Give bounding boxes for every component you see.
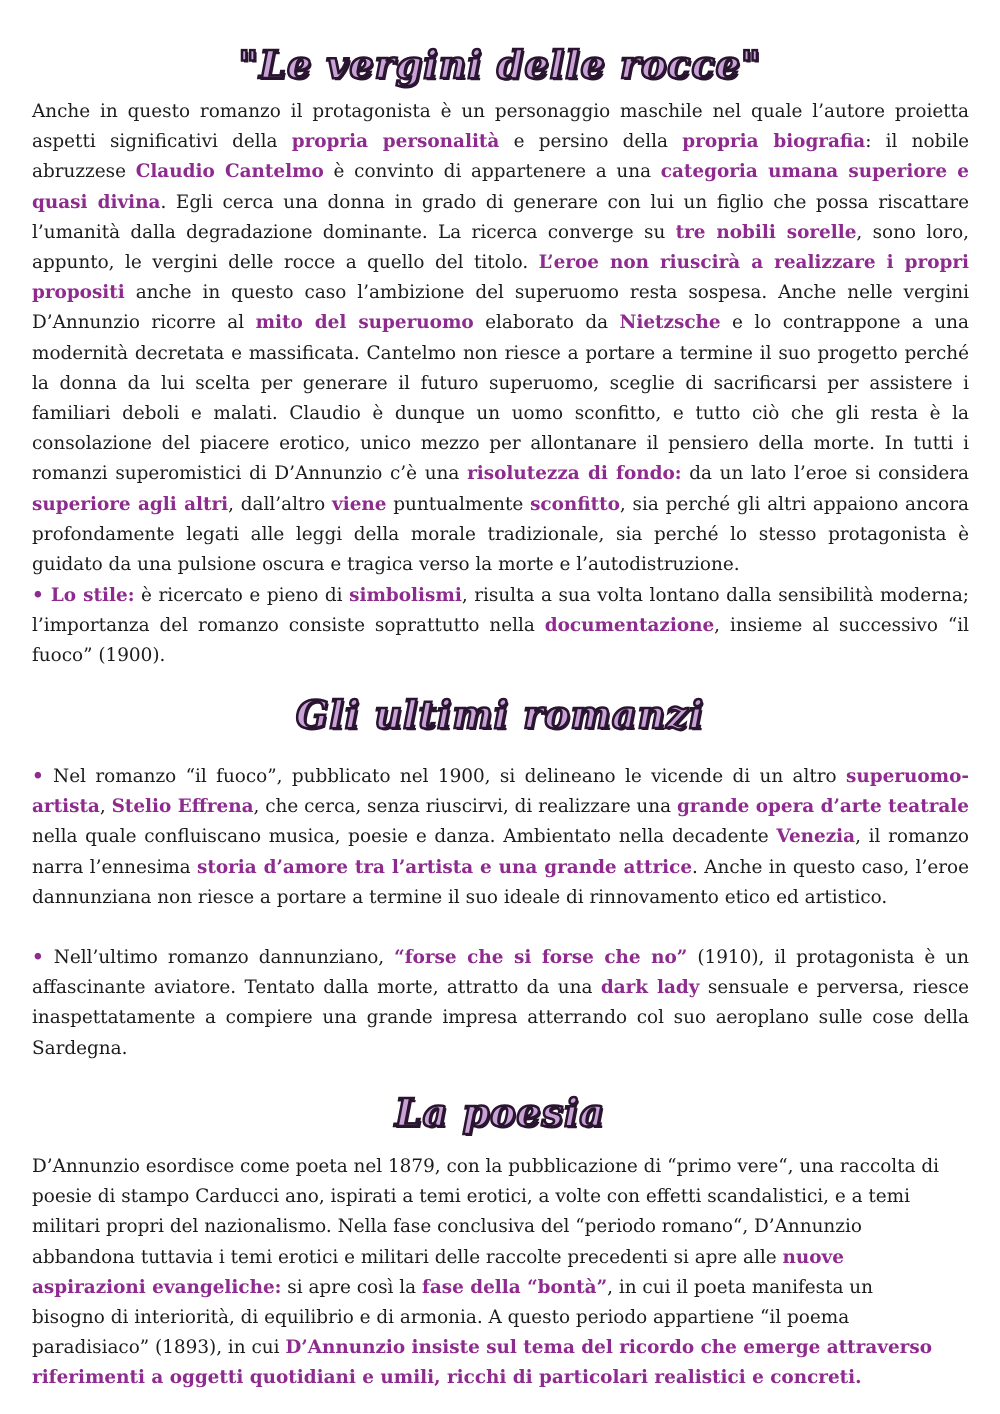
body-text: elaborato da bbox=[473, 312, 620, 334]
highlighted-text: dark lady bbox=[600, 977, 700, 999]
body-text: , insieme al successivo “il fuoco” (1900). bbox=[32, 615, 969, 667]
body-text: (1910), il protagonista è un affascinante aviatore. Tentato dalla morte, attratto da una bbox=[32, 947, 969, 999]
highlighted-text: risolutezza di fondo: bbox=[467, 463, 682, 485]
body-text: , bbox=[99, 796, 112, 818]
highlighted-text: propria biografia bbox=[682, 131, 866, 153]
highlighted-text: Nietzsche bbox=[619, 312, 721, 334]
paragraph-vergini bbox=[32, 97, 969, 580]
highlighted-text: Stelio Effrena bbox=[111, 796, 254, 818]
highlighted-text: Claudio Cantelmo bbox=[135, 161, 324, 183]
highlighted-text: “forse che si forse che no” bbox=[394, 947, 688, 968]
paragraph-stile bbox=[32, 581, 969, 672]
body-text: si apre così la bbox=[281, 1276, 422, 1298]
highlighted-text: fase della “bontà” bbox=[421, 1276, 608, 1298]
bullet-point: • bbox=[32, 947, 44, 968]
highlighted-text: documentazione bbox=[544, 615, 715, 637]
body-text: anche in questo caso l’ambizione del superuomo resta sospesa. Anche nelle vergini D’Annunzio ricorre al bbox=[32, 282, 969, 334]
body-text: , dall’altro bbox=[228, 493, 333, 515]
title-la-poesia: La poesia bbox=[394, 1090, 606, 1135]
body-text: è convinto di appartenere a una bbox=[323, 161, 661, 183]
body-text: puntualmente bbox=[386, 493, 531, 515]
paragraph-poesia bbox=[32, 1152, 942, 1394]
body-text: , che cerca, senza riuscirvi, di realizzare una bbox=[253, 796, 677, 818]
body-text: Anche in questo romanzo il protagonista è un personaggio maschile nel quale l’autore proietta aspetti significativi della bbox=[32, 101, 969, 153]
body-text: , risulta a sua volta lontano dalla sensibilità moderna; l’importanza del romanzo consiste soprattutto nella bbox=[32, 585, 969, 637]
paragraph-il-fuoco bbox=[32, 762, 969, 913]
body-text: nella quale confluiscano musica, poesie e danza. Ambientato nella decadente bbox=[32, 826, 777, 848]
highlighted-text: propria personalità bbox=[291, 131, 500, 153]
highlighted-text: categoria umana superiore e quasi divina bbox=[32, 161, 969, 213]
body-text: D’Annunzio esordisce come poeta nel 1879, con la pubblicazione di “primo vere“, una raccolta di poesie di stampo Carducci ano, ispirati a temi erotici, a volte con effetti scandalistici, e a temi militari propri del nazionalismo. Nella fase conclusiva del “periodo romano“, D’Annunzio abbandona tuttavia i temi erotici e militari delle raccolte precedenti si apre alle bbox=[32, 1156, 940, 1268]
body-text: , in cui il poeta manifesta un bisogno di interiorità, di equilibrio e di armonia. A questo periodo appartiene “il poema paradisiaco” (1893), in cui bbox=[32, 1276, 873, 1359]
highlighted-text: simbolismi bbox=[349, 585, 462, 606]
paragraph-forse-che-si bbox=[32, 943, 969, 1064]
highlighted-text: superiore agli altri bbox=[32, 493, 229, 515]
body-text: Nell’ultimo romanzo dannunziano, bbox=[43, 947, 395, 968]
highlighted-text: Venezia bbox=[776, 826, 856, 848]
body-text: , sono loro, appunto, le vergini delle rocce a quello del titolo. bbox=[32, 221, 969, 274]
body-text: , il romanzo narra l’ennesima bbox=[32, 826, 969, 878]
highlighted-text: viene bbox=[332, 493, 387, 515]
highlighted-text: tre nobili sorelle bbox=[675, 221, 857, 243]
body-text: . Egli cerca una donna in grado di generare con lui un figlio che possa riscattare l’umanità dalla degradazione dominante. La ricerca converge su bbox=[32, 191, 969, 243]
body-text: . Anche in questo caso, l’eroe dannunziana non riesce a portare a termine il suo ideale di rinnovamento etico ed artistico. bbox=[32, 856, 969, 908]
body-text: da un lato l’eroe si considera bbox=[681, 463, 970, 485]
highlighted-text: sconfitto bbox=[530, 493, 620, 515]
highlighted-text: L’eroe non riuscirà a realizzare i propri propositi bbox=[32, 252, 969, 304]
body-text: , sia perché gli altri appaiono ancora profondamente legati alle leggi della morale tradizionale, sia perché lo stesso protagonista è guidato da una pulsione oscura e tragica verso la morte e l’autodistruzione. bbox=[32, 493, 969, 576]
body-text: è ricercato e pieno di bbox=[134, 585, 350, 606]
highlighted-text: • Lo stile: bbox=[32, 585, 135, 606]
title-ultimi-romanzi: Gli ultimi romanzi bbox=[295, 692, 705, 737]
body-text: e persino della bbox=[499, 131, 683, 153]
body-text: sensuale e perversa, riesce inaspettatamente a compiere una grande impresa atterrando col suo aeroplano sulle cose della Sardegna. bbox=[32, 977, 969, 1059]
bullet-point: • bbox=[32, 766, 44, 787]
highlighted-text: superuomo-artista bbox=[32, 766, 969, 818]
highlighted-text: storia d’amore tra l’artista e una grande attrice bbox=[197, 856, 693, 878]
title-vergini-delle-rocce: "Le vergini delle rocce" bbox=[238, 42, 762, 87]
highlighted-text: nuove aspirazioni evangeliche: bbox=[32, 1246, 844, 1298]
body-text: : il nobile abruzzese bbox=[32, 131, 969, 183]
highlighted-text: mito del superuomo bbox=[255, 312, 474, 334]
body-text: Nel romanzo “il fuoco”, pubblicato nel 1900, si delineano le vicende di un altro bbox=[43, 766, 847, 787]
highlighted-text: grande opera d’arte teatrale bbox=[676, 796, 969, 818]
highlighted-text: D’Annunzio insiste sul tema del ricordo che emerge attraverso riferimenti a oggetti quotidiani e umili, ricchi di particolari realistici e concreti. bbox=[32, 1337, 932, 1389]
body-text: e lo contrappone a una modernità decretata e massificata. Cantelmo non riesce a portare a termine il suo progetto perché la donna da lui scelta per generare il futuro superuomo, sceglie di sacrificarsi per assistere i familiari deboli e malati. Claudio è dunque un uomo sconfitto, e tutto ciò che gli resta è la consolazione del piacere erotico, unico mezzo per allontanare il pensiero della morte. In tutti i romanzi superomistici di D’Annunzio c’è una bbox=[32, 312, 969, 485]
